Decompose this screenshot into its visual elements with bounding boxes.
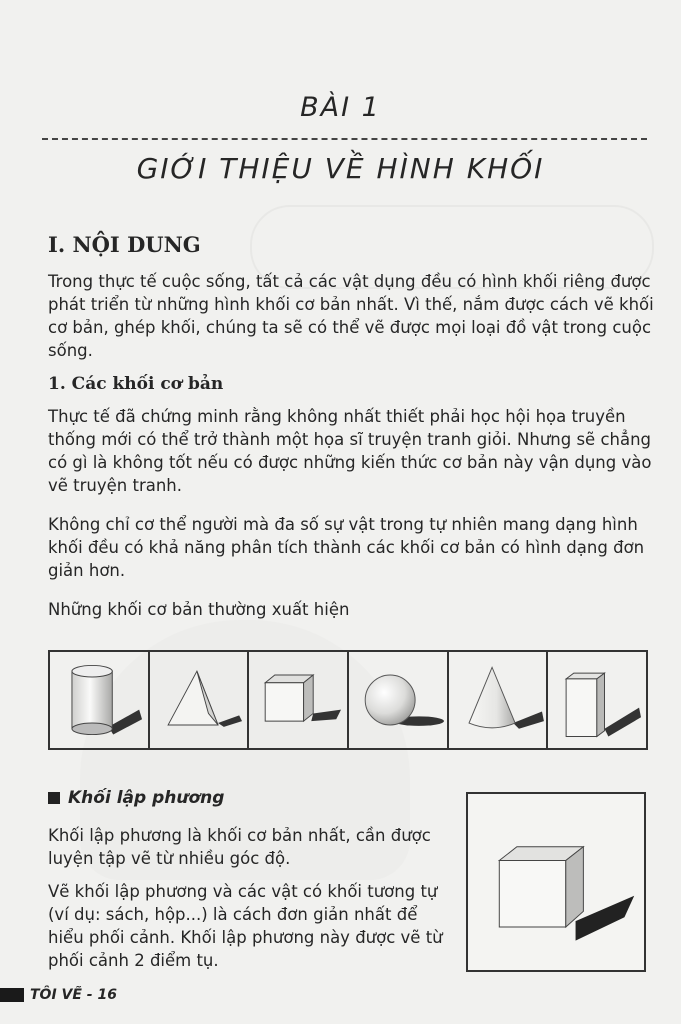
basic-shapes-strip	[48, 650, 648, 750]
dashed-divider	[42, 138, 647, 140]
square-bullet-icon	[48, 792, 60, 804]
page-footer	[0, 984, 117, 1006]
pyramid-icon	[150, 652, 250, 748]
lesson-number: BÀI 1	[300, 92, 381, 123]
paragraph-3: Những khối cơ bản thường xuất hiện	[48, 600, 350, 619]
paragraph-1: Thực tế đã chứng minh rằng không nhất thiết phải học hội họa truyền thống mới có thể trở thành một họa sĩ truyện tranh giỏi. Nhưng sẽ chẳng có gì là không tốt nếu có được những kiến thức cơ bản này vận dụng vào vẽ truyện tranh.	[48, 407, 652, 495]
cube-illustration	[466, 792, 646, 972]
subsection-heading: 1. Các khối cơ bản	[48, 374, 224, 394]
cube-section-heading	[48, 788, 224, 808]
sphere-icon	[349, 652, 449, 748]
footer-bar	[0, 988, 24, 1002]
cone-icon	[449, 652, 549, 748]
cube-icon	[249, 652, 349, 748]
intro-paragraph: Trong thực tế cuộc sống, tất cả các vật dụng đều có hình khối riêng được phát triển từ những hình khối cơ bản nhất. Vì thế, nắm được cách vẽ khối cơ bản, ghép khối, chúng ta sẽ có thể vẽ được mọi loại đồ vật trong cuộc sống.	[48, 272, 654, 360]
cube-paragraph-2: Vẽ khối lập phương và các vật có khối tương tự (ví dụ: sách, hộp...) là cách đơn giản nhất để hiểu phối cảnh. Khối lập phương này được vẽ từ phối cảnh 2 điểm tụ.	[48, 882, 443, 970]
cube-section-title: Khối lập phương	[68, 788, 225, 808]
page-title: GIỚI THIỆU VỀ HÌNH KHỐI	[136, 152, 545, 185]
footer-text: TÔI VẼ - 16	[30, 987, 117, 1003]
cylinder-icon	[50, 652, 150, 748]
paragraph-2: Không chỉ cơ thể người mà đa số sự vật trong tự nhiên mang dạng hình khối đều có khả năng phân tích thành các khối cơ bản có hình dạng đơn giản hơn.	[48, 515, 645, 580]
prism-icon	[548, 652, 646, 748]
cube-paragraph-1: Khối lập phương là khối cơ bản nhất, cần được luyện tập vẽ từ nhiều góc độ.	[48, 826, 431, 868]
section-heading: I. NỘI DUNG	[48, 232, 201, 257]
